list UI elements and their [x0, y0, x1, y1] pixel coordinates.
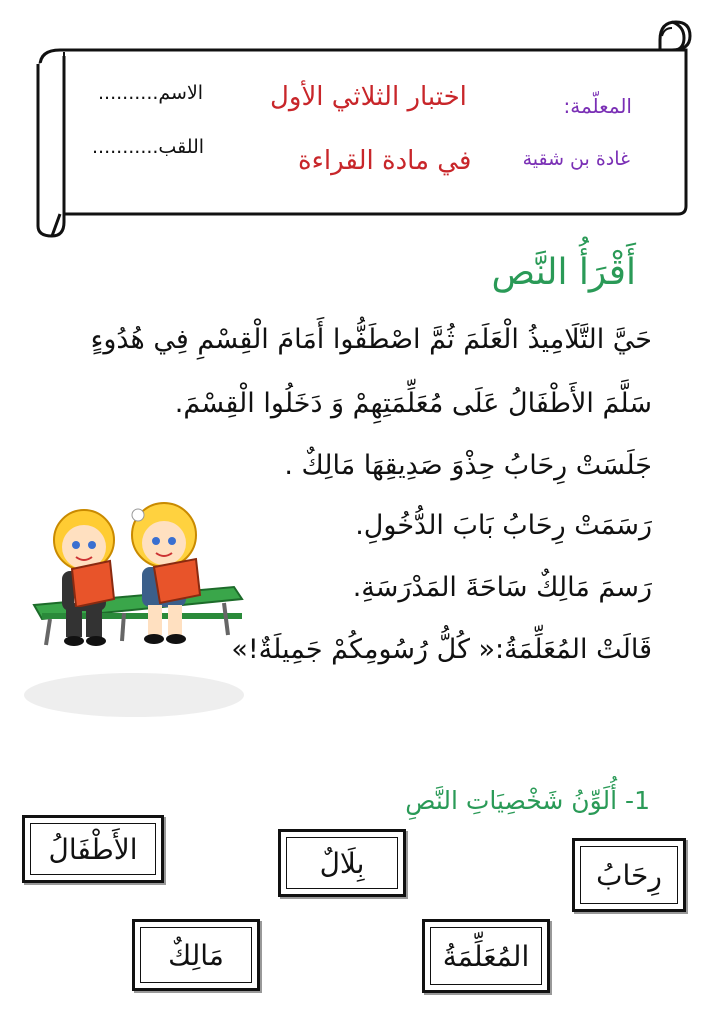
word-box-label: مَالِكٌ	[140, 927, 252, 983]
word-box-label: رِحَابُ	[580, 846, 678, 904]
word-box-malik[interactable]	[132, 919, 260, 991]
exam-title: اختبار الثلاثي الأول	[270, 82, 467, 112]
teacher-label: المعلّمة:	[563, 94, 632, 118]
text-line-5: رَسمَ مَالِكٌ سَاحَةَ المَدْرَسَةِ.	[352, 572, 652, 603]
subject-title: في مادة القراءة	[298, 146, 472, 176]
reading-heading: أَقْرَأُ النَّص	[491, 252, 636, 293]
teacher-name: غادة بن شقية	[522, 148, 630, 170]
text-line-4: رَسَمَتْ رِحَابُ بَابَ الدُّخُولِ.	[355, 510, 652, 541]
word-box-label: المُعَلِّمَةُ	[430, 927, 542, 985]
children-reading-illustration	[14, 495, 254, 725]
word-box-label: بِلَالٌ	[286, 837, 398, 889]
word-box-bilal[interactable]	[278, 829, 406, 897]
word-box-atfal[interactable]	[22, 815, 164, 883]
text-line-6: قَالَتْ المُعَلِّمَةُ:« كُلُّ رُسُومِكُمْ جَمِيلَةٌ!»	[231, 634, 652, 665]
scroll-banner	[0, 0, 720, 240]
name-field[interactable]: الاسم..........	[98, 82, 204, 104]
exercise-instruction: 1- أُلَوِّنُ شَخْصِيَاتِ النَّصِ	[405, 786, 650, 815]
text-line-2: سَلَّمَ الأَطْفَالُ عَلَى مُعَلِّمَتِهِمْ وَ دَخَلُوا الْقِسْمَ.	[174, 388, 652, 419]
word-box-label: الأَطْفَالُ	[30, 823, 156, 875]
text-line-3: جَلَسَتْ رِحَابُ حِذْوَ صَدِيقِهَا مَالِكٌ .	[284, 450, 652, 481]
word-box-rihab[interactable]	[572, 838, 686, 912]
surname-field[interactable]: اللقب...........	[92, 136, 205, 158]
text-line-1: حَيَّ التَّلَامِيذُ الْعَلَمَ ثُمَّ اصْطَفُّوا أَمَامَ الْقِسْمِ فِي هُدُوءٍ	[90, 324, 652, 355]
word-box-teacher[interactable]	[422, 919, 550, 993]
